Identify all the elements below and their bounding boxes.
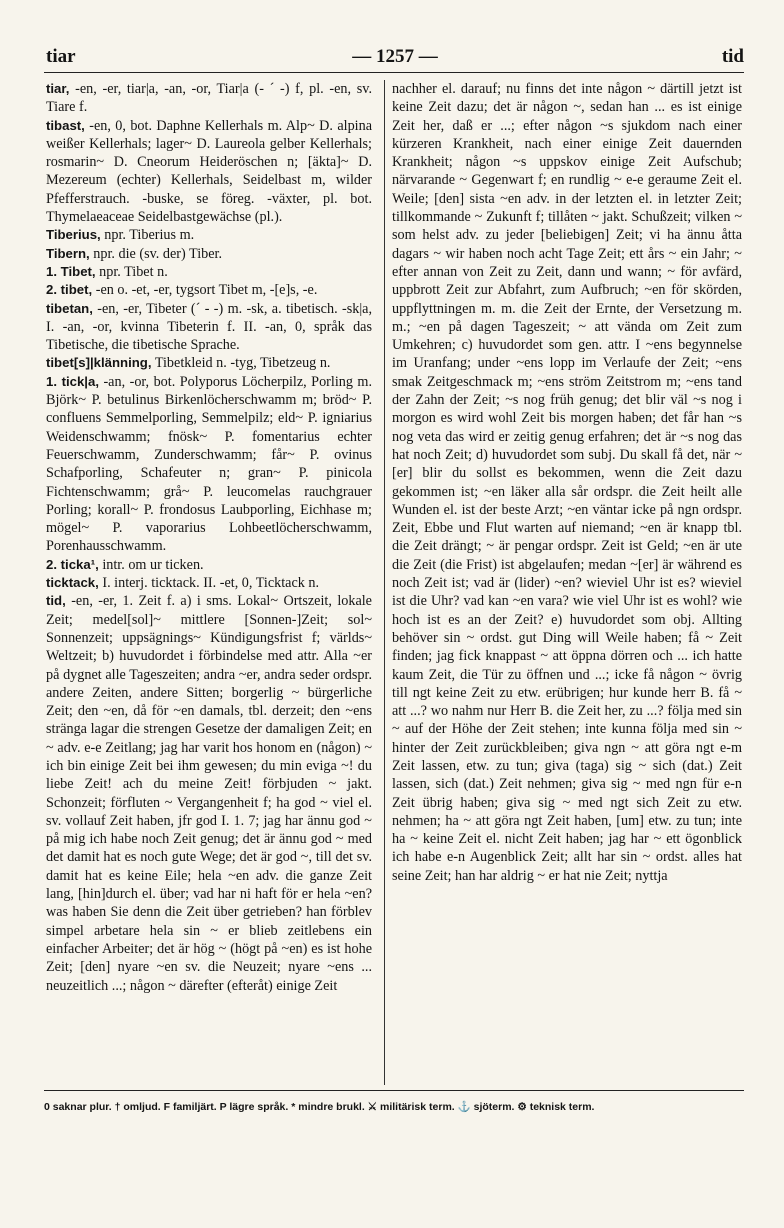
page-header — [46, 40, 744, 70]
headword: ticktack, — [46, 575, 99, 591]
dictionary-entry — [46, 117, 372, 227]
entry-text: npr. Tiberius m. — [100, 227, 195, 244]
entry-text: npr. Tibet n. — [95, 263, 168, 280]
entry-text: I. interj. ticktack. II. -et, 0, Ticktack n. — [98, 575, 320, 592]
headword: tibetan, — [46, 300, 93, 316]
headword: tid, — [46, 593, 66, 609]
headword: 2. tibet, — [46, 282, 93, 298]
entry-text: -en o. -et, -er, tygsort Tibet m, -[e]s, -e. — [92, 282, 318, 299]
dictionary-entry — [46, 556, 372, 574]
dictionary-entry — [46, 373, 372, 556]
header-rule — [44, 72, 744, 73]
dictionary-entry — [46, 592, 372, 995]
entry-text: -an, -or, bot. Polyporus Löcherpilz, Porling m. Björk~ P. betulinus Birkenlöcherschwamm m; bröd~ P. confluens Semmelporling, Semmelpilz; eld~ P. igniarius Weidenschwamm; fnösk~ P. fomentarius echter Feuerschwamm, Zunderschwamm; får~ P. ovinus Schafporling, Schafeuter n; gran~ P. pinicola Fichtenschwamm; grå~ P. leucomelas rauchgrauer Porling; korall~ P. frondosus Laubporling, Eichhase m; mögel~ P. vaporarius Lohbeetlöcherschwamm, Porenhausschwamm. — [46, 373, 372, 555]
entry-text: -en, -er, Tibeter (´ - -) m. -sk, a. tibetisch. -sk|a, I. -an, -or, kvinna Tibeterin f. II. -an, 0, språk das Tibetische, die tibetische Sprache. — [46, 300, 372, 354]
column-divider — [384, 80, 385, 1085]
dictionary-entry — [46, 300, 372, 355]
dictionary-entry — [46, 574, 372, 592]
dictionary-entry — [46, 226, 372, 244]
header-last-word: tid — [721, 46, 744, 67]
entry-continuation: nachher el. darauf; nu finns det inte någon ~ därtill jetzt ist keine Zeit dazu; det är någon ~, sedan han ... es ist einige Zeit her, daß er ...; efter någon ~s sjukdom nach einer kürzeren Krankheit, nach einer einige Zeit dauernden Krankheit; någon ~s uppskov einige Zeit Aufschub; närvarande ~ Gegenwart f; en rundlig ~ e-e geraume Zeit el. Weile; [den] sista ~en adv. in der letzten el. in letzter Zeit; tillkommande ~ Zukunft f; tillåten ~ jakt. Schußzeit; vilken ~ som helst adv. zu jeder [beliebigen] Zeit; vi ha ännu åtta dagars ~ wir haben noch acht Tage Zeit; ett års ~ ein Jahr; ~ efter annan von Zeit zu Zeit, dann und wann; ~ för avfärd, uppbrott Zeit zur Abfahrt, zum Aufbruch; ~en för skörden, uppflyttningen m. m. die Zeit der Ernte, der Versetzung m. m.; ~en på dagen Tageszeit; ~ att vända om Zeit zum Umkehren; c) huvudordet som gen. attr. I ~ens begynnelse im Uranfang; under ~ens lopp im Verlaufe der Zeit; ~ens smak Zeitgeschmack m; ~ens ström Zeitstrom m; ~ens tand der Zahn der Zeit; ~s nog früh genug; det blir väl ~s nog i morgon es wird wohl Zeit bis morgen haben; det får han ~s nog veta das wird er zeitig genug erfahren; det är ~s nog das hat noch Zeit; d) huvudordet som subj. Du skall få det, när ~[er] blir du sollst es bekommen, wenn die Zeit dazu gekommen ist; ~en läker alla sår ordspr. die Zeit heilt alle Wunden el. ist der beste Arzt; ~en väntar icke på ngn ordspr. Zeit, Ebbe und Flut warten auf niemand; ~en är knapp tbl. die Zeit drängt; ~ är pengar ordspr. Zeit ist Geld; ~en är ute die Zeit (die Frist) ist abgelaufen; medan ~[er] är während es noch Zeit ist; vad är (lider) ~en? wieviel Uhr ist es? wieviel ist die Uhr? vad kan ~en vara? wie viel Uhr ist es wohl? wie hoch ist es an der Zeit? e) huvudordet som obj. Allting behöver sin ~ ordst. gut Ding will Weile haben; få ~ Zeit finden; jag fick knappast ~ att öppna dörren och ... ich hatte kaum Zeit, die Tür zu öffnen und ...; icke få någon ~ övrig till ngt keine Zeit zu etw. erübrigen; hur kunde herr B. få ~ att ...? wo nahm nur Herr B. die Zeit her, zu ...? följa med sin ~ auf der Höhe der Zeit stehen; inte kunna följa med sin ~ hinter der Zeit zurückbleiben; giva ngn ~ att göra ngt e-m Zeit lassen, etw. zu tun; giva (taga) sig ~ sich (dat.) Zeit lassen, sich (dat.) Zeit nehmen; giva sig ~ med ngn für e-n Zeit übrig haben; giva sig ~ med ngt sich Zeit zu etw. nehmen; ha ~ att göra ngt Zeit haben, [um] etw. zu tun; inte ha ~ keine Zeit el. nicht Zeit haben; jag har ~ ett ögonblick ich habe e-n Augenblick Zeit; allt har sin ~ ordst. alles hat seine Zeit; han har aldrig ~ er hat nie Zeit; nyttja — [392, 81, 742, 884]
footer-rule — [44, 1090, 744, 1091]
headword: Tiberius, — [46, 227, 101, 243]
page-number: — 1257 — — [352, 46, 438, 67]
right-column — [392, 80, 742, 1085]
headword: tiar, — [46, 81, 70, 96]
entry-text: npr. die (sv. der) Tiber. — [89, 245, 223, 262]
header-first-word: tiar — [46, 46, 76, 67]
left-column — [46, 80, 372, 1085]
entry-text: -en, -er, 1. Zeit f. a) i sms. Lokal~ Ortszeit, lokale Zeit; medel[sol]~ mittlere [Sonnen-]Zeit; sol~ Sonnenzeit; uppsägnings~ Kündigungsfrist f; världs~ Weltzeit; b) huvudordet i förbindelse med attr. Alla ~er på dygnet alle Tageszeiten; andra ~er, andra seder ordspr. andere Zeiten, andere Sitten; borgerlig ~ bürgerliche Zeit; den ~en, då för ~en damals, tbl. derzeit; den ~ens stränga lagar die strengen Gesetze der damaligen Zeit; en ~ adv. e-e Zeitlang; jag har varit hos honom en (någon) ~ ich bin einige Zeit bei ihm gewesen; du min eviga ~! du liebe Zeit! ach du meine Zeit! förbjuden ~ jakt. Schonzeit; förfluten ~ Vergangenheit f; ha god ~ viel el. sv. vollauf Zeit haben, jfr god I. 1. 7; jag har ännu god ~ på mig ich habe noch Zeit genug; det är ännu god ~ med det damit hat es noch gute Wege; det är god ~, till det sv. damit hat es keine Eile; hela ~en adv. die ganze Zeit lang, [hin]durch el. über; vad har ni haft för er hela ~en? was haben Sie denn die Zeit über getrieben? han förblev simpel arbetare hela sin ~ er blieb zeitlebens ein einfacher Arbeiter; det är hög ~ (högt på ~en) es ist hohe Zeit; [den] nyare ~en sv. die Neuzeit; nyare ~ens ... neuzeitlich ...; någon ~ därefter (efteråt) einige Zeit — [46, 593, 372, 994]
dictionary-entry — [46, 245, 372, 263]
headword: 2. ticka¹, — [46, 556, 99, 572]
headword: Tibern, — [46, 245, 90, 261]
headword: tibast, — [46, 117, 85, 133]
entry-text: -en, 0, bot. Daphne Kellerhals m. Alp~ D. alpina weißer Kellerhals; lager~ D. Laureola gelber Kellerhals; rosmarin~ D. Cneorum Heideröschen n; [äkta]~ D. Mezereum (echter) Kellerhals, Seidelbast m, wilder Pfefferstrauch. -buske, se föreg. -växter, pl. bot. Thymelaeaceae Seidelbastgewächse (pl.). — [46, 117, 372, 226]
dictionary-entry — [46, 80, 372, 117]
entry-text: Tibetkleid n. -tyg, Tibetzeug n. — [151, 355, 331, 372]
dictionary-entry — [46, 281, 372, 299]
headword: tibet[s]|klänning, — [46, 355, 152, 371]
headword: 1. Tibet, — [46, 263, 96, 279]
dictionary-entry — [46, 263, 372, 281]
entry-text: -en, -er, tiar|a, -an, -or, Tiar|a (- ´ -) f, pl. -en, sv. Tiare f. — [46, 81, 372, 116]
dictionary-entry — [46, 354, 372, 372]
headword: 1. tick|a, — [46, 373, 99, 389]
abbreviation-legend: 0 saknar plur. † omljud. F familjärt. P lägre språk. * mindre brukl. ⚔ militärisk term. ⚓ sjöterm. ⚙ teknisk term. — [44, 1101, 595, 1113]
entry-text: intr. om ur ticken. — [98, 556, 204, 573]
